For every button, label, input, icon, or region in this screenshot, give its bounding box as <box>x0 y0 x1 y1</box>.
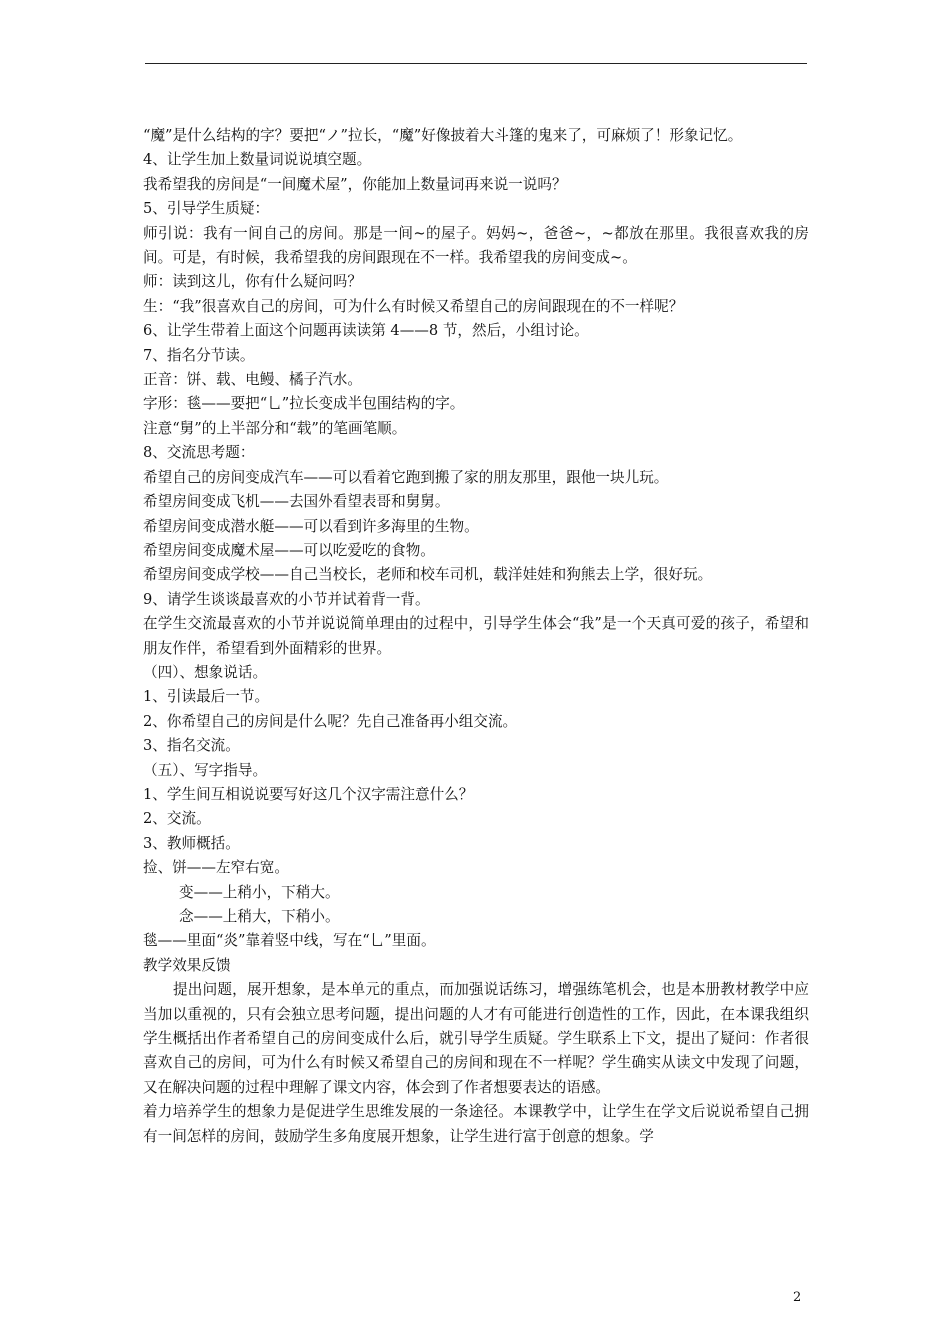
paragraph: 毯——里面“炎”靠着竖中线，写在“乚”里面。 <box>143 932 436 950</box>
paragraph: 生：“我”很喜欢自己的房间，可为什么有时候又希望自己的房间跟现在的不一样呢？ <box>143 297 684 315</box>
paragraph: 3、指名交流。 <box>143 737 240 755</box>
section-heading: 教学效果反馈 <box>143 956 231 974</box>
paragraph: 1、引读最后一节。 <box>143 688 270 706</box>
document-body <box>143 124 809 1149</box>
paragraph: 希望房间变成潜水艇——可以看到许多海里的生物。 <box>143 517 479 535</box>
paragraph: 6、让学生带着上面这个问题再读读第 4——8 节，然后，小组讨论。 <box>143 322 589 340</box>
page-number: 2 <box>793 1290 802 1305</box>
paragraph: 希望房间变成魔术屋——可以吃爱吃的食物。 <box>143 541 435 559</box>
paragraph: 师：读到这儿，你有什么疑问吗？ <box>143 273 362 291</box>
paragraph: 字形：毯——要把“乚”拉长变成半包围结构的字。 <box>143 395 465 413</box>
paragraph: 7、指名分节读。 <box>143 346 255 364</box>
paragraph: 我希望我的房间是“一间魔术屋”，你能加上数量词再来说一说吗？ <box>143 175 567 193</box>
paragraph: 变——上稍小，下稍大。 <box>179 883 340 901</box>
paragraph: 注意“舅”的上半部分和“载”的笔画笔顺。 <box>143 419 407 437</box>
paragraph: 8、交流思考题： <box>143 444 255 462</box>
paragraph: 在学生交流最喜欢的小节并说说简单理由的过程中，引导学生体会“我”是一个天真可爱的孩子，希望和朋友作伴，希望看到外面精彩的世界。 <box>143 615 809 657</box>
paragraph: 希望自己的房间变成汽车——可以看着它跑到搬了家的朋友那里，跟他一块儿玩。 <box>143 468 669 486</box>
paragraph: 1、学生间互相说说要写好这几个汉字需注意什么？ <box>143 785 474 803</box>
paragraph: 正音：饼、载、电鳗、橘子汽水。 <box>143 371 362 389</box>
paragraph: “魔”是什么结构的字？要把“ノ”拉长，“魔”好像披着大斗篷的鬼来了，可麻烦了！形象记忆。 <box>143 127 743 144</box>
paragraph: 2、你希望自己的房间是什么呢？先自己准备再小组交流。 <box>143 712 518 730</box>
paragraph: 9、请学生谈谈最喜欢的小节并试着背一背。 <box>143 590 430 608</box>
paragraph: 念——上稍大，下稍小。 <box>179 908 340 925</box>
paragraph: 3、教师概括。 <box>143 834 240 852</box>
header-rule <box>145 63 807 64</box>
paragraph: 4、让学生加上数量词说说填空题。 <box>143 151 372 169</box>
paragraph: 师引说：我有一间自己的房间。那是一间~的屋子。妈妈~，爸爸~，~都放在那里。我很喜欢我的房间。可是，有时候，我希望我的房间跟现在不一样。我希望我的房间变成~。 <box>143 224 809 267</box>
paragraph: 希望房间变成学校——自己当校长，老师和校车司机，载洋娃娃和狗熊去上学，很好玩。 <box>143 566 713 584</box>
paragraph: 捡、饼——左窄右宽。 <box>143 859 289 877</box>
paragraph: 提出问题，展开想象，是本单元的重点，而加强说话练习，增强练笔机会，也是本册教材教学中应当加以重视的，只有会独立思考问题，提出问题的人才有可能进行创造性的工作，因此，在本课我组织学生概括出作者希望自己的房间变成什么后，就引导学生质疑。学生联系上下文，提出了疑问：作者很喜欢自己的房间，可为什么有时候又希望自己的房间和现在不一样呢？学生确实从读文中发现了问题，又在解决问题的过程中理解了课文内容，体会到了作者想要表达的语感。 <box>143 981 809 1096</box>
paragraph: 2、交流。 <box>143 810 211 828</box>
section-heading: （五）、写字指导。 <box>143 761 268 779</box>
paragraph: 5、引导学生质疑： <box>143 200 270 218</box>
paragraph: 着力培养学生的想象力是促进学生思维发展的一条途径。本课教学中，让学生在学文后说说希望自己拥有一间怎样的房间，鼓励学生多角度展开想象，让学生进行富于创意的想象。学 <box>143 1103 809 1145</box>
paragraph: 希望房间变成飞机——去国外看望表哥和舅舅。 <box>143 493 450 511</box>
section-heading: （四）、想象说话。 <box>143 663 268 681</box>
